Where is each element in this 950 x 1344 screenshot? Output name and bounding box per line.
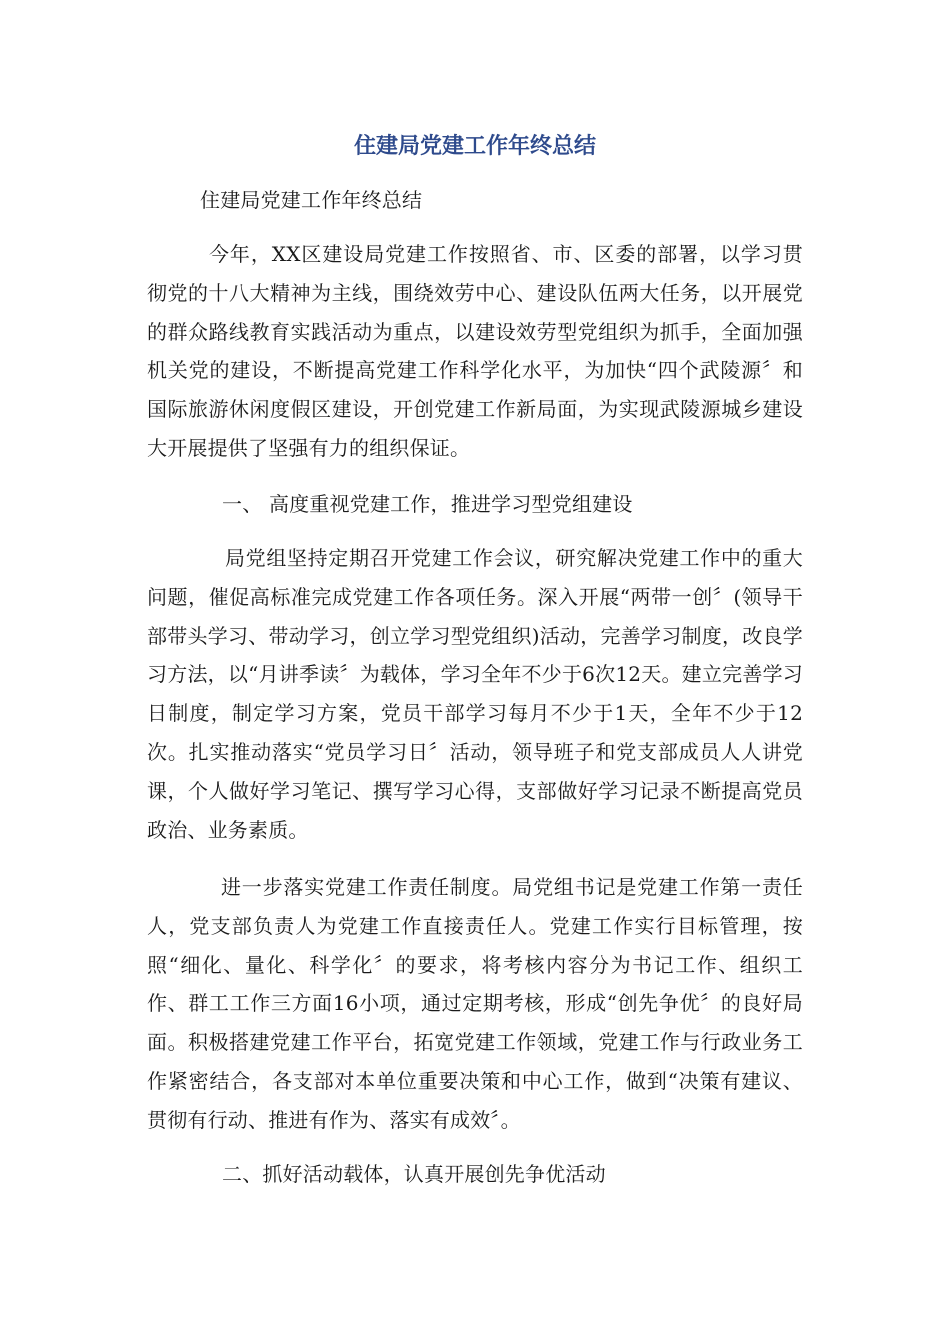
intro-paragraph: 今年，XX区建设局党建工作按照省、市、区委的部署，以学习贯彻党的十八大精神为主线，围绕效劳中心、建设队伍两大任务，以开展党的群众路线教育实践活动为重点，以建设效劳型党组织为抓手，全面加强机关党的建设，不断提高党建工作科学化水平，为加快“四个武陵源〞和国际旅游休闲度假区建设，开创党建工作新局面，为实现武陵源城乡建设大开展提供了坚强有力的组织保证。	[147, 242, 803, 460]
section-2-heading: 二、抓好活动载体，认真开展创先争优活动	[222, 1162, 606, 1186]
section-1-paragraph-2: 进一步落实党建工作责任制度。局党组书记是党建工作第一责任人，党支部负责人为党建工作直接责任人。党建工作实行目标管理，按照“细化、量化、科学化〞的要求，将考核内容分为书记工作、组织工作、群工工作三方面16小项，通过定期考核，形成“创先争优〞的良好局面。积极搭建党建工作平台，拓宽党建工作领域，党建工作与行政业务工作紧密结合，各支部对本单位重要决策和中心工作，做到“决策有建议、贯彻有行动、推进有作为、落实有成效〞。	[147, 875, 803, 1132]
section-1-paragraph-1: 局党组坚持定期召开党建工作会议，研究解决党建工作中的重大问题，催促高标准完成党建工作各项任务。深入开展“两带一创〞(领导干部带头学习、带动学习，创立学习型党组织)活动，完善学习制度，改良学习方法，以“月讲季读〞为载体，学习全年不少于6次12天。建立完善学习日制度，制定学习方案，党员干部学习每月不少于1天，全年不少于12次。扎实推动落实“党员学习日〞活动，领导班子和党支部成员人人讲党课，个人做好学习笔记、撰写学习心得，支部做好学习记录不断提高党员政治、业务素质。	[147, 546, 803, 842]
document-title: 住建局党建工作年终总结	[353, 134, 596, 159]
section-1-heading: 一、 高度重视党建工作，推进学习型党组建设	[222, 492, 633, 516]
document-subtitle: 住建局党建工作年终总结	[200, 188, 423, 212]
